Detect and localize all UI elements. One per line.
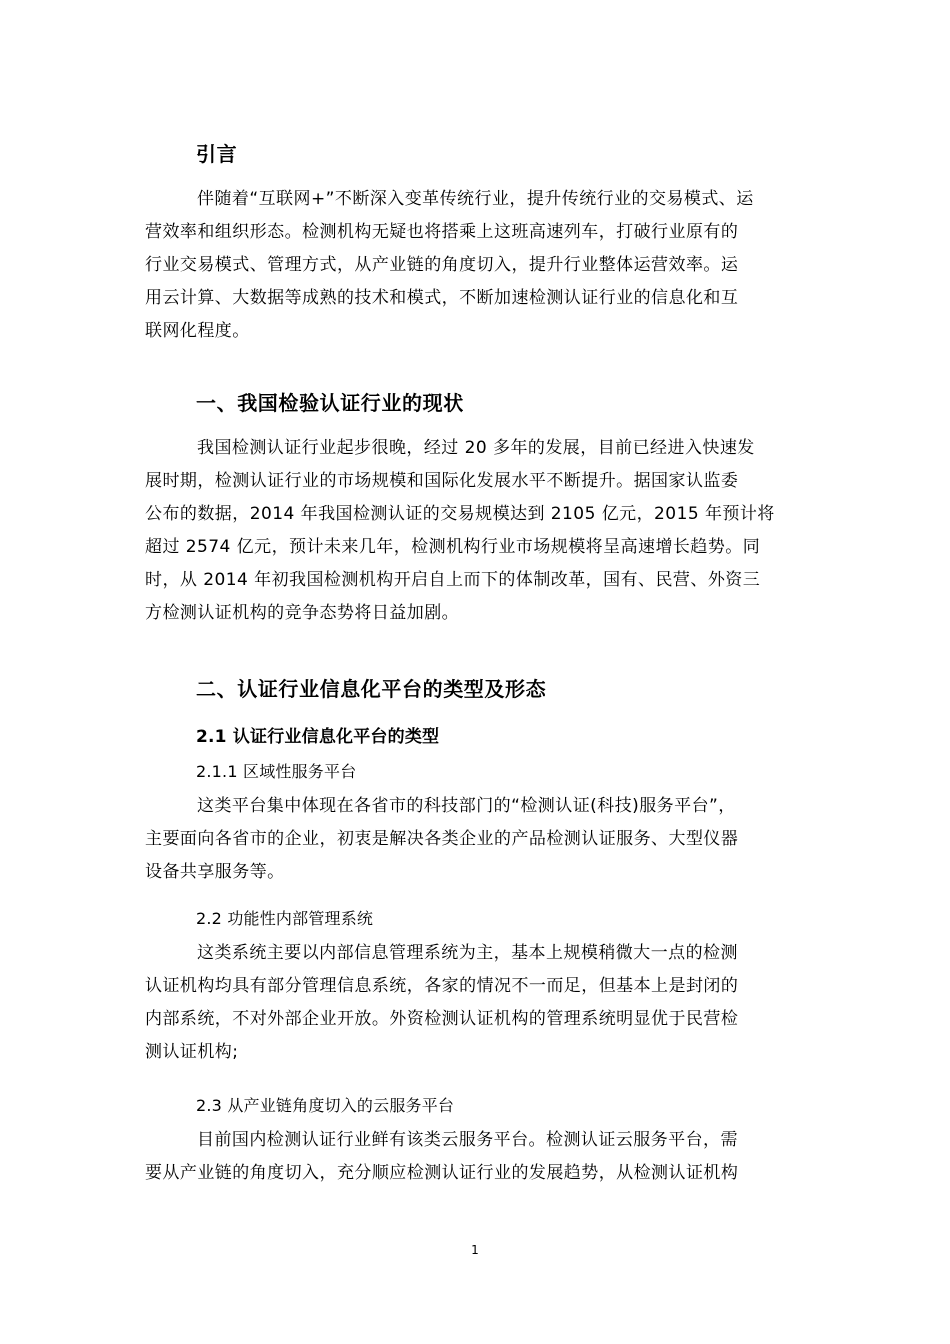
subsection-2-3-paragraph [145,1124,807,1190]
paragraph-line: 超过 2574 亿元，预计未来几年，检测机构行业市场规模将呈高速增长趋势。同 [145,537,761,557]
intro-heading: 引言 [196,142,238,166]
paragraph-line: 认证机构均具有部分管理信息系统，各家的情况不一而足，但基本上是封闭的 [145,976,739,996]
paragraph-line: 设备共享服务等。 [145,862,285,882]
paragraph-line: 这类系统主要以内部信息管理系统为主，基本上规模稍微大一点的检测 [197,943,738,963]
paragraph-line: 伴随着“互联网+”不断深入变革传统行业，提升传统行业的交易模式、运 [197,189,754,209]
paragraph-line: 这类平台集中体现在各省市的科技部门的“检测认证(科技)服务平台”， [197,796,736,816]
subsection-2-1-heading: 2.1 认证行业信息化平台的类型 [196,727,440,747]
subsection-2-1-1-heading: 2.1.1 区域性服务平台 [196,762,357,781]
page-number: 1 [471,1243,479,1257]
paragraph-line: 展时期，检测认证行业的市场规模和国际化发展水平不断提升。据国家认监委 [145,471,739,491]
section1-heading: 一、我国检验认证行业的现状 [196,391,464,415]
paragraph-line: 我国检测认证行业起步很晚，经过 20 多年的发展，目前已经进入快速发 [197,438,755,458]
paragraph-line: 用云计算、大数据等成熟的技术和模式，不断加速检测认证行业的信息化和互 [145,288,739,308]
section2-heading: 二、认证行业信息化平台的类型及形态 [196,677,547,701]
paragraph-line: 方检测认证机构的竞争态势将日益加剧。 [145,603,460,623]
paragraph-line: 行业交易模式、管理方式，从产业链的角度切入，提升行业整体运营效率。运 [145,255,739,275]
paragraph-line: 时，从 2014 年初我国检测机构开启自上而下的体制改革，国有、民营、外资三 [145,570,761,590]
paragraph-line: 公布的数据，2014 年我国检测认证的交易规模达到 2105 亿元，2015 年预计将 [145,504,775,524]
subsection-2-2-heading: 2.2 功能性内部管理系统 [196,909,374,928]
paragraph-line: 要从产业链的角度切入，充分顺应检测认证行业的发展趋势，从检测认证机构 [145,1163,739,1183]
paragraph-line: 主要面向各省市的企业，初衷是解决各类企业的产品检测认证服务、大型仪器 [145,829,739,849]
section1-paragraph [145,432,807,630]
paragraph-line: 内部系统，不对外部企业开放。外资检测认证机构的管理系统明显优于民营检 [145,1009,739,1029]
subsection-2-3-heading: 2.3 从产业链角度切入的云服务平台 [196,1096,455,1115]
paragraph-line: 目前国内检测认证行业鲜有该类云服务平台。检测认证云服务平台，需 [197,1130,738,1150]
paragraph-line: 营效率和组织形态。检测机构无疑也将搭乘上这班高速列车，打破行业原有的 [145,222,739,242]
paragraph-line: 测认证机构; [145,1042,239,1062]
subsection-2-2-paragraph [145,937,807,1069]
subsection-2-1-1-paragraph [145,790,807,889]
intro-paragraph [145,183,807,348]
paragraph-line: 联网化程度。 [145,321,250,341]
